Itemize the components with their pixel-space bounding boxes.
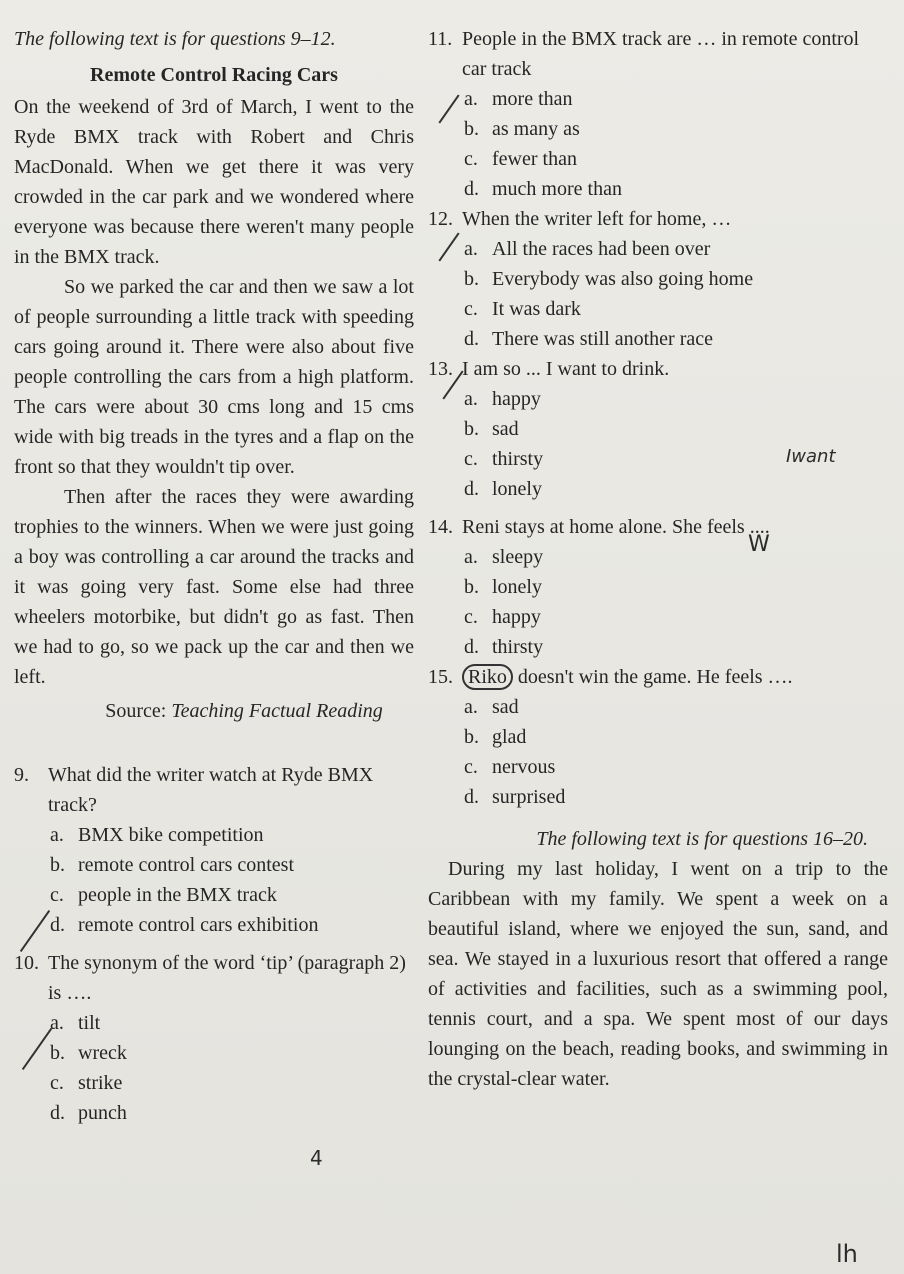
option-text: tilt <box>78 1012 101 1034</box>
option-letter: a. <box>464 388 478 410</box>
handwritten-note: Iwant <box>786 446 836 467</box>
question-number: 12. <box>428 208 453 230</box>
option-text: Everybody was also going home <box>492 268 754 290</box>
option-d[interactable] <box>50 1098 414 1128</box>
passage-paragraph-1: On the weekend of 3rd of March, I went to the Ryde BMX track with Robert and Chris MacDonald. When we get there it was very crowded in the car park and we wondered where everyone was because there weren't many people in the BMX track. <box>14 96 414 268</box>
question-12 <box>428 204 888 354</box>
question-text: Reni stays at home alone. She feels .... <box>462 516 770 538</box>
option-text: It was dark <box>492 298 581 320</box>
option-letter: c. <box>50 884 64 906</box>
option-text: strike <box>78 1072 123 1094</box>
option-letter: a. <box>464 88 478 110</box>
option-b[interactable] <box>50 1038 414 1068</box>
option-letter: b. <box>50 854 65 876</box>
option-b[interactable] <box>464 722 888 752</box>
option-d[interactable] <box>50 910 414 940</box>
option-text: more than <box>492 88 573 110</box>
option-d[interactable] <box>464 324 888 354</box>
passage-source <box>14 696 414 726</box>
option-text: glad <box>492 726 527 748</box>
option-text: as many as <box>492 118 580 140</box>
option-letter: d. <box>464 328 479 350</box>
option-text: There was still another race <box>492 328 714 350</box>
handwritten-note: W <box>748 532 770 557</box>
option-letter: b. <box>464 726 479 748</box>
option-text: punch <box>78 1102 127 1124</box>
question-text <box>462 662 793 692</box>
left-column <box>14 24 414 1128</box>
option-d[interactable] <box>464 174 888 204</box>
passage-title: Remote Control Racing Cars <box>90 64 338 86</box>
passage-intro: The following text is for questions 9–12. <box>14 28 336 50</box>
option-text: surprised <box>492 786 566 808</box>
option-text: thirsty <box>492 448 544 470</box>
option-c[interactable] <box>464 144 888 174</box>
option-letter: a. <box>464 546 478 568</box>
question-number: 9. <box>14 764 29 786</box>
passage-paragraph-3: Then after the races they were awarding trophies to the winners. When we were just going a boy was controlling a car around the tracks and it was going very fast. Some else had three wheelers motorbike, but didn't go as fast. Then we had to go, so we pack up the car and then we left. <box>14 486 414 688</box>
question-11 <box>428 24 888 204</box>
question-text: I am so ... I want to drink. <box>462 358 670 380</box>
option-b[interactable] <box>464 572 888 602</box>
question-number: 11. <box>428 28 453 50</box>
option-letter: a. <box>464 696 478 718</box>
option-c[interactable] <box>464 752 888 782</box>
question-number: 13. <box>428 358 453 380</box>
option-letter: c. <box>464 606 478 628</box>
option-b[interactable] <box>464 264 888 294</box>
option-letter: d. <box>50 914 65 936</box>
option-letter: a. <box>50 1012 64 1034</box>
option-d[interactable] <box>464 782 888 812</box>
option-letter: c. <box>464 298 478 320</box>
option-letter: b. <box>50 1042 65 1064</box>
source-title: Teaching Factual Reading <box>171 700 383 722</box>
option-letter: c. <box>464 448 478 470</box>
option-text: sad <box>492 696 519 718</box>
option-letter: b. <box>464 418 479 440</box>
question-number: 10. <box>14 952 39 974</box>
right-column <box>428 24 888 1094</box>
option-text: sad <box>492 418 519 440</box>
option-b[interactable] <box>50 850 414 880</box>
option-text: BMX bike competition <box>78 824 264 846</box>
option-letter: c. <box>50 1072 64 1094</box>
circled-word: Riko <box>462 664 513 690</box>
question-text: The synonym of the word ‘tip’ (paragraph 2) is …. <box>48 952 406 1004</box>
option-letter: b. <box>464 576 479 598</box>
option-text: fewer than <box>492 148 577 170</box>
option-letter: d. <box>50 1102 65 1124</box>
option-c[interactable] <box>50 1068 414 1098</box>
option-letter: d. <box>464 478 479 500</box>
option-a[interactable] <box>464 384 888 414</box>
option-text: happy <box>492 388 541 410</box>
option-text: remote control cars exhibition <box>78 914 319 936</box>
option-c[interactable] <box>464 602 888 632</box>
option-text: remote control cars contest <box>78 854 295 876</box>
option-a[interactable] <box>464 542 888 572</box>
passage2-text: During my last holiday, I went on a trip to the Caribbean with my family. We spent a week on a beautiful island, where we enjoyed the sun, sand, and sea. We stayed in a luxurious resort that offered a range of activities and facilities, such as a swimming pool, tennis court, and a spa. We spent most of our days lounging on the beach, reading books, and swimming in the crystal-clear water. <box>428 858 888 1090</box>
question-text: When the writer left for home, … <box>462 208 732 230</box>
option-text: people in the BMX track <box>78 884 277 906</box>
option-text: nervous <box>492 756 556 778</box>
question-15 <box>428 662 888 812</box>
option-text: wreck <box>78 1042 127 1064</box>
option-letter: d. <box>464 786 479 808</box>
option-a[interactable] <box>50 820 414 850</box>
question-text-rest: doesn't win the game. He feels …. <box>517 666 793 688</box>
option-letter: c. <box>464 148 478 170</box>
handwritten-note: lh <box>836 1240 858 1268</box>
option-b[interactable] <box>464 414 888 444</box>
option-text: lonely <box>492 576 542 598</box>
question-number: 15. <box>428 666 453 688</box>
option-letter: a. <box>464 238 478 260</box>
question-text: What did the writer watch at Ryde BMX track? <box>48 764 374 816</box>
question-10 <box>14 948 414 1128</box>
option-text: lonely <box>492 478 542 500</box>
option-b[interactable] <box>464 114 888 144</box>
option-d[interactable] <box>464 474 888 504</box>
handwritten-note: 4 <box>310 1146 323 1170</box>
option-c[interactable] <box>50 880 414 910</box>
passage2-intro: The following text is for questions 16–20. <box>536 828 868 850</box>
question-number: 14. <box>428 516 453 538</box>
option-letter: d. <box>464 636 479 658</box>
option-text: happy <box>492 606 541 628</box>
option-text: much more than <box>492 178 622 200</box>
option-text: All the races had been over <box>492 238 711 260</box>
question-14 <box>428 512 888 662</box>
option-letter: b. <box>464 268 479 290</box>
option-text: thirsty <box>492 636 544 658</box>
option-a[interactable] <box>464 84 888 114</box>
option-a[interactable] <box>464 692 888 722</box>
option-letter: a. <box>50 824 64 846</box>
option-d[interactable] <box>464 632 888 662</box>
option-a[interactable] <box>50 1008 414 1038</box>
option-letter: c. <box>464 756 478 778</box>
question-9 <box>14 760 414 940</box>
option-text: sleepy <box>492 546 544 568</box>
question-text: People in the BMX track are … in remote control car track <box>462 28 860 80</box>
option-letter: d. <box>464 178 479 200</box>
option-letter: b. <box>464 118 479 140</box>
source-prefix: Source: <box>105 700 172 722</box>
question-13 <box>428 354 888 504</box>
option-a[interactable] <box>464 234 888 264</box>
passage-paragraph-2: So we parked the car and then we saw a lot of people surrounding a little track with speeding cars going around it. There were also about five people controlling the cars from a high platform. The cars were about 30 cms long and 15 cms wide with big treads in the tyres and a flap on the front so that they wouldn't tip over. <box>14 276 414 478</box>
option-c[interactable] <box>464 294 888 324</box>
